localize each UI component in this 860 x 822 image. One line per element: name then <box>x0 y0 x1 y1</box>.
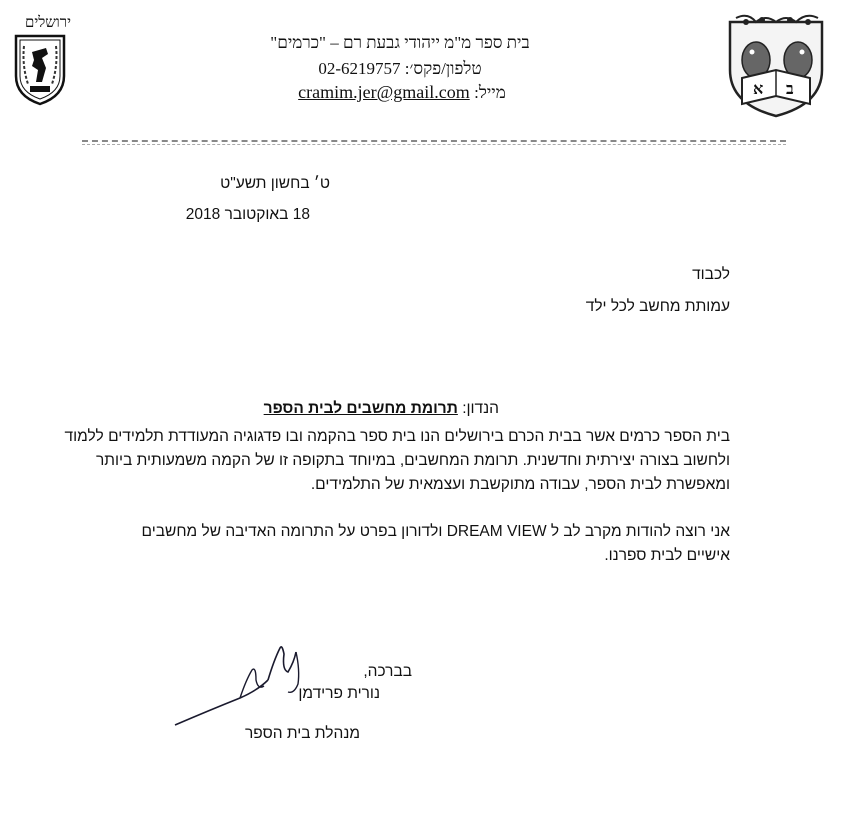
logo-letter-right: ב <box>786 79 794 98</box>
body-paragraph-1: בית הספר כרמים אשר בבית הכרם בירושלים הנו בית ספר בהקמה ובו פדגוגיה המעודדת תלמידים ללמוד ולחשוב בצורה יצירתית וחדשנית. תרומת המחשבים, במיוחד בתקופה זו של הקמה משמעותית ביותר ומאפשרת לבית הספר, עבודה מתוקשבת ועצמאית של התלמידים. <box>64 428 730 493</box>
phone-line: טלפון/פקס׳: 02-6219757 <box>318 59 482 78</box>
school-logo-icon <box>722 12 830 120</box>
subject-line <box>200 397 499 421</box>
hebrew-date: ט׳ בחשון תשע"ט <box>220 175 330 192</box>
subject-label: הנדון: <box>462 400 499 417</box>
logo-letter-left: א <box>753 79 764 98</box>
addressee-salutation: לכבוד <box>692 266 730 283</box>
school-header <box>250 30 550 103</box>
signer-name: נורית פרידמן <box>298 685 380 702</box>
jerusalem-emblem-icon <box>12 32 68 106</box>
jerusalem-caption: ירושלים <box>24 15 72 31</box>
closing-greeting: בברכה, <box>363 663 412 680</box>
email-link[interactable]: cramim.jer@gmail.com <box>298 82 470 102</box>
body-paragraph-2: אני רוצה להודות מקרב לב ל DREAM VIEW ולדורון בפרט על התרומה האדיבה של מחשבים אישיים לבית ספרנו. <box>141 523 730 564</box>
school-name-line: בית ספר מ"מ ייהודי גבעת רם – "כרמים" <box>270 33 530 52</box>
gregorian-date: 18 באוקטובר 2018 <box>185 206 310 223</box>
email-label: מייל: <box>474 83 506 102</box>
subject-text: תרומת מחשבים לבית הספר <box>263 400 458 417</box>
addressee-organization: עמותת מחשב לכל ילד <box>585 298 730 315</box>
header-divider <box>82 140 786 142</box>
email-line <box>250 82 550 103</box>
header-divider-secondary <box>82 144 786 145</box>
signer-title: מנהלת בית הספר <box>245 725 360 742</box>
